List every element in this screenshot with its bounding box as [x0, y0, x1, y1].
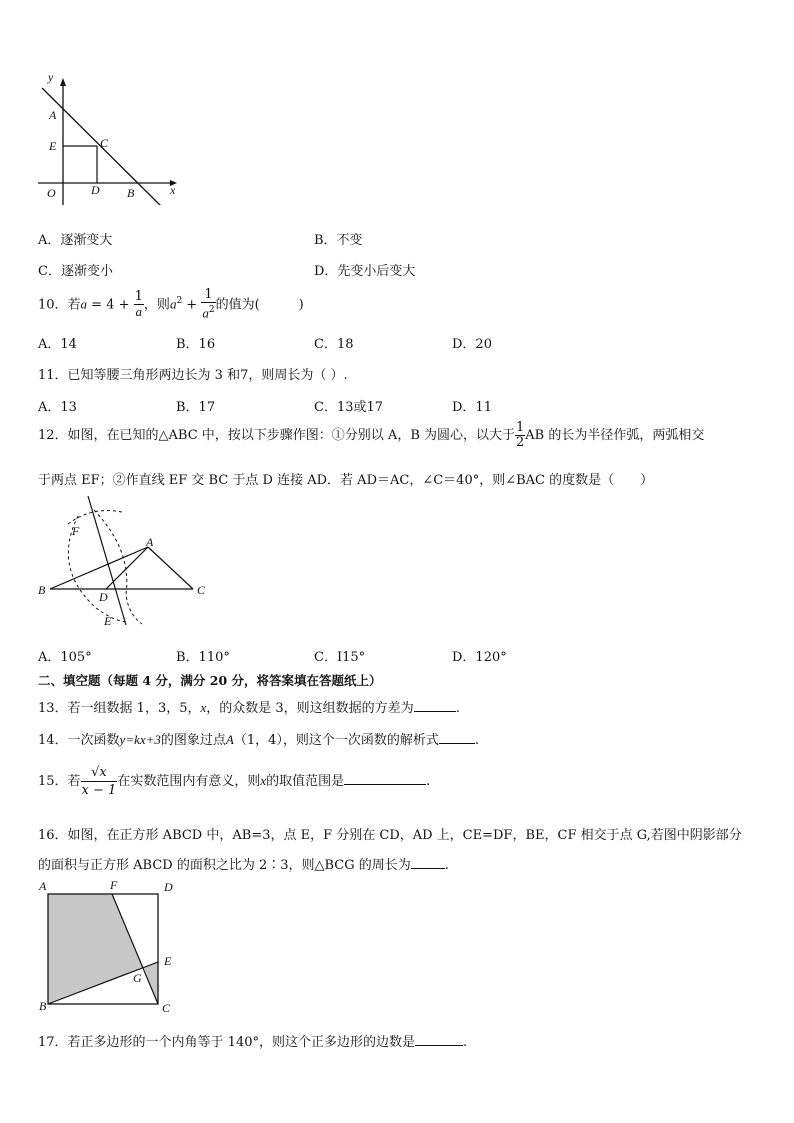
q10-var-a: a — [80, 296, 88, 312]
q12-text-a: 12．如图，在已知的△ABC 中，按以下步骤作图：①分别以 A，B 为圆心，以大于 — [38, 428, 516, 443]
q16-label-g: G — [133, 971, 142, 985]
q15-text-a: 15．若 — [38, 774, 81, 789]
q12-figure — [30, 490, 220, 635]
q9-option-b[interactable]: B．不变 — [314, 233, 363, 248]
q12-option-d[interactable]: D．120° — [452, 650, 507, 665]
q13-text-a: 13．若一组数据 1，3，5， — [38, 701, 201, 716]
q16-label-e: E — [164, 954, 172, 968]
q12-option-b[interactable]: B．110° — [176, 650, 230, 665]
shaded-region-abgf — [48, 894, 144, 1004]
q10-var-a2: a — [169, 296, 177, 312]
q10-den2-sup: 2 — [208, 305, 215, 316]
q13-text-b: ，的众数是 3，则这组数据的方差为 — [206, 701, 414, 716]
q15-text-b: 在实数范围内有意义，则 — [117, 774, 261, 789]
q12-option-a[interactable]: A．105° — [38, 650, 92, 665]
q12-num: 1 — [516, 420, 525, 435]
q15-var-x: x — [260, 773, 267, 788]
q10-option-d[interactable]: D．20 — [452, 337, 492, 352]
q16-label-f: F — [110, 878, 118, 892]
q12-label-a: A — [146, 535, 154, 549]
q12-den: 2 — [516, 435, 525, 450]
q13-end: . — [455, 701, 460, 716]
q12-label-e: E — [104, 614, 112, 628]
q9-option-a[interactable]: A．逐渐变大 — [38, 233, 113, 248]
q10-num2: 1 — [201, 288, 215, 303]
q15-question — [38, 763, 430, 800]
q17-text: 17．若正多边形的一个内角等于 140°，则这个正多边形的边数是 — [38, 1035, 415, 1050]
q12-label-f: F — [72, 524, 80, 538]
q9-option-c[interactable]: C．逐渐变小 — [38, 264, 113, 279]
q16-label-b: B — [39, 999, 47, 1013]
q15-den: x − 1 — [81, 783, 117, 798]
q15-text-c: 的取值范围是 — [266, 774, 345, 789]
arc-upper — [68, 511, 122, 525]
q10-prefix: 10．若 — [38, 297, 81, 313]
q10-question — [38, 287, 304, 321]
q12-option-c[interactable]: C．I15° — [314, 650, 366, 665]
q10-mid: ，则 — [143, 297, 170, 313]
q10-plus: + — [182, 297, 202, 313]
q11-question: 11．已知等腰三角形两边长为 3 和7，则周长为（ ）. — [38, 368, 348, 383]
q16-answer-blank[interactable] — [411, 856, 445, 869]
q10-eq: = 4 + — [87, 297, 134, 313]
q16-line1: 16．如图，在正方形 ABCD 中，AB=3，点 E，F 分别在 CD，AD 上，CE=DF，BE，CF 相交于点 G,若图中阴影部分 — [38, 828, 742, 843]
q10-num: 1 — [134, 288, 143, 304]
q10-option-c[interactable]: C．18 — [314, 337, 354, 352]
q16-line2 — [38, 854, 449, 873]
q17-question — [38, 1031, 467, 1050]
q9-figure — [30, 70, 190, 205]
q14-question — [38, 729, 479, 748]
q10-sup: 2 — [176, 296, 183, 306]
q9-label-b: B — [127, 186, 135, 200]
q12-fraction — [515, 421, 525, 450]
q10-fraction2 — [201, 288, 215, 321]
q16-figure — [40, 886, 170, 1016]
q10-option-a[interactable]: A．14 — [38, 337, 77, 352]
q17-end: . — [463, 1035, 468, 1050]
q12-text-b: AB 的长为半径作弧，两弧相交 — [525, 428, 705, 443]
segment-ac — [148, 547, 193, 589]
q14-function: y=kx+3 — [119, 732, 161, 747]
q15-answer-blank[interactable] — [344, 772, 426, 785]
q11-option-c[interactable]: C．13或17 — [314, 400, 384, 415]
q14-end: . — [474, 733, 480, 748]
q11-option-d[interactable]: D．11 — [452, 400, 492, 415]
y-axis-arrow — [60, 78, 66, 86]
q12-label-b: B — [38, 583, 46, 597]
q16-label-d: D — [164, 880, 173, 894]
segment-ab — [50, 547, 148, 589]
q10-fraction — [134, 290, 144, 320]
q10-den: a — [135, 303, 143, 319]
q11-option-b[interactable]: B．17 — [176, 400, 216, 415]
q9-label-y: y — [48, 70, 54, 84]
q13-answer-blank[interactable] — [414, 699, 456, 712]
q14-text-a: 14．一次函数 — [38, 733, 120, 748]
q14-text-c: （1，4），则这个一次函数的解析式 — [233, 733, 439, 748]
q14-point-a: A — [225, 732, 234, 747]
q9-label-x: x — [170, 183, 176, 197]
q15-end: . — [426, 774, 431, 789]
q15-num: √x — [81, 764, 118, 782]
q10-option-b[interactable]: B．16 — [176, 337, 216, 352]
q14-text-b: 的图象过点 — [160, 733, 226, 748]
q9-label-e: E — [49, 139, 57, 153]
q9-label-d: D — [91, 183, 100, 197]
q17-answer-blank[interactable] — [415, 1033, 463, 1046]
q13-var-x: x — [200, 700, 207, 715]
q9-option-d[interactable]: D．先变小后变大 — [314, 264, 416, 279]
q16-end: . — [444, 858, 449, 873]
q9-label-o: O — [47, 186, 56, 200]
q9-label-c: C — [100, 136, 109, 150]
q14-answer-blank[interactable] — [439, 731, 475, 744]
section-title-fill-in: 二、填空题（每题 4 分，满分 20 分，将答案填在答题纸上） — [38, 673, 382, 688]
q12-label-d: D — [99, 590, 108, 604]
q12-line1 — [38, 421, 704, 451]
q13-question — [38, 697, 460, 716]
q10-den2: a — [202, 305, 209, 321]
q16-label-a: A — [39, 879, 47, 893]
q10-suffix: 的值为( ) — [215, 297, 304, 313]
segment-ad — [106, 547, 148, 589]
q11-option-a[interactable]: A．13 — [38, 400, 77, 415]
q9-label-a: A — [49, 108, 57, 122]
q12-line2: 于两点 EF；②作直线 EF 交 BC 于点 D 连接 AD．若 AD＝AC，∠C＝40°，则∠BAC 的度数是（ ） — [38, 473, 654, 488]
q12-label-c: C — [197, 583, 206, 597]
q16-text: 的面积与正方形 ABCD 的面积之比为 2∶3，则△BCG 的周长为 — [38, 858, 411, 873]
q16-label-c: C — [162, 1001, 171, 1015]
q15-fraction — [81, 764, 118, 799]
